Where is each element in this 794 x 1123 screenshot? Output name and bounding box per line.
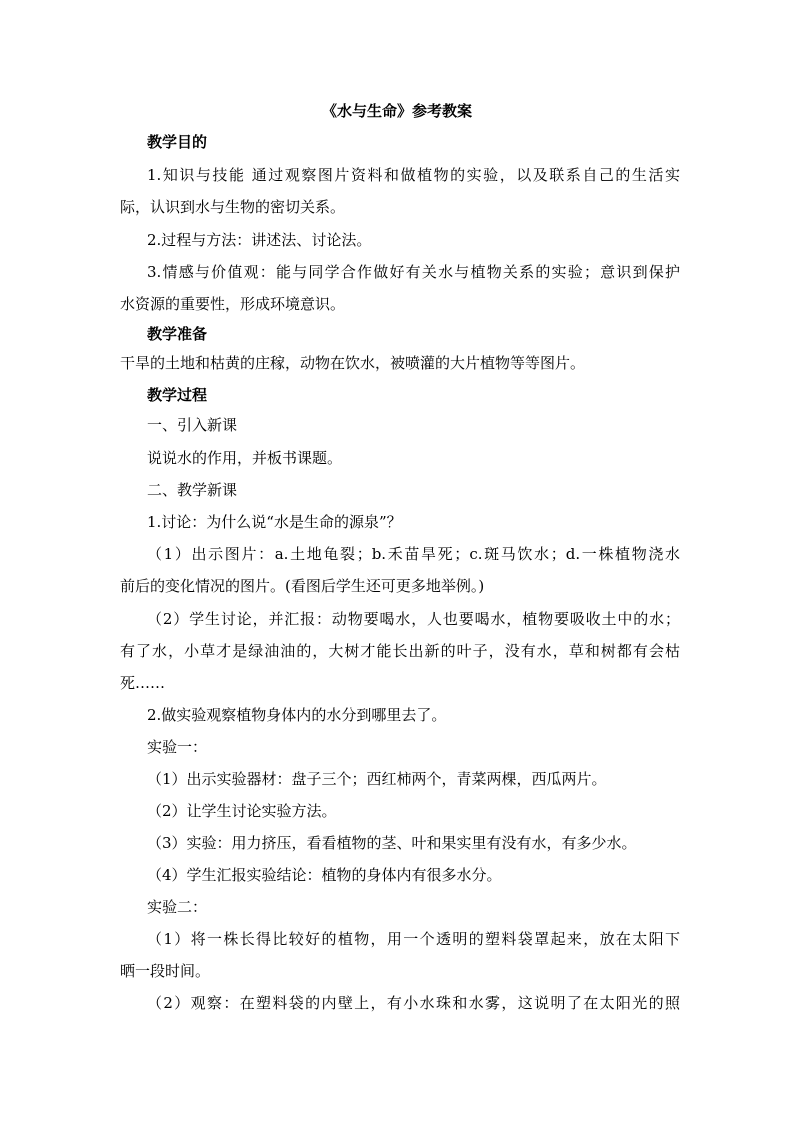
experiment2-step1-line1: （1）将一株长得比较好的植物，用一个透明的塑料袋罩起来，放在太阳下 — [147, 930, 680, 948]
step1-heading: 一、引入新课 — [147, 416, 238, 434]
q1-b-line3: 死…… — [120, 674, 166, 692]
question2: 2.做实验观察植物身体内的水分到哪里去了。 — [147, 706, 447, 724]
q1-a-line1: （1）出示图片：a.土地龟裂；b.禾苗旱死；c.斑马饮水；d.一株植物浇水 — [147, 545, 680, 563]
preparation-heading: 教学准备 — [147, 325, 208, 343]
experiment1-step1: （1）出示实验器材：盘子三个；西红柿两个，青菜两棵，西瓜两片。 — [147, 770, 607, 788]
experiment1-heading: 实验一： — [147, 738, 208, 756]
preparation-p1: 干旱的土地和枯黄的庄稼，动物在饮水，被喷灌的大片植物等等图片。 — [120, 354, 586, 372]
process-heading: 教学过程 — [147, 386, 208, 404]
page-title: 《水与生命》参考教案 — [321, 102, 472, 120]
experiment2-step2-line1: （2）观察：在塑料袋的内壁上，有小水珠和水雾，这说明了在太阳光的照 — [147, 994, 680, 1012]
experiment1-step4: （4）学生汇报实验结论：植物的身体内有很多水分。 — [147, 866, 502, 884]
objectives-p2: 2.过程与方法：讲述法、讨论法。 — [147, 231, 372, 249]
q1-a-line2: 前后的变化情况的图片。(看图后学生还可更多地举例。) — [120, 577, 485, 595]
objectives-p1-line2: 际，认识到水与生物的密切关系。 — [120, 198, 346, 216]
objectives-p1-line1: 1.知识与技能 通过观察图片资料和做植物的实验，以及联系自己的生活实 — [147, 166, 680, 184]
q1-b-line1: （2）学生讨论，并汇报：动物要喝水，人也要喝水，植物要吸收土中的水； — [147, 610, 680, 628]
objectives-p3-line2: 水资源的重要性，形成环境意识。 — [120, 295, 346, 313]
step1-text: 说说水的作用，并板书课题。 — [147, 449, 343, 467]
q1-b-line2: 有了水，小草才是绿油油的，大树才能长出新的叶子，没有水，草和树都有会枯 — [120, 642, 680, 660]
question1: 1.讨论：为什么说“水是生命的源泉”？ — [147, 513, 402, 531]
objectives-heading: 教学目的 — [147, 133, 208, 151]
experiment1-step3: （3）实验：用力挤压，看看植物的茎、叶和果实里有没有水，有多少水。 — [147, 834, 637, 852]
experiment2-heading: 实验二： — [147, 898, 208, 916]
experiment1-step2: （2）让学生讨论实验方法。 — [147, 802, 337, 820]
step2-heading: 二、教学新课 — [147, 481, 238, 499]
experiment2-step1-line2: 晒一段时间。 — [120, 962, 211, 980]
objectives-p3-line1: 3.情感与价值观：能与同学合作做好有关水与植物关系的实验；意识到保护 — [147, 263, 680, 281]
